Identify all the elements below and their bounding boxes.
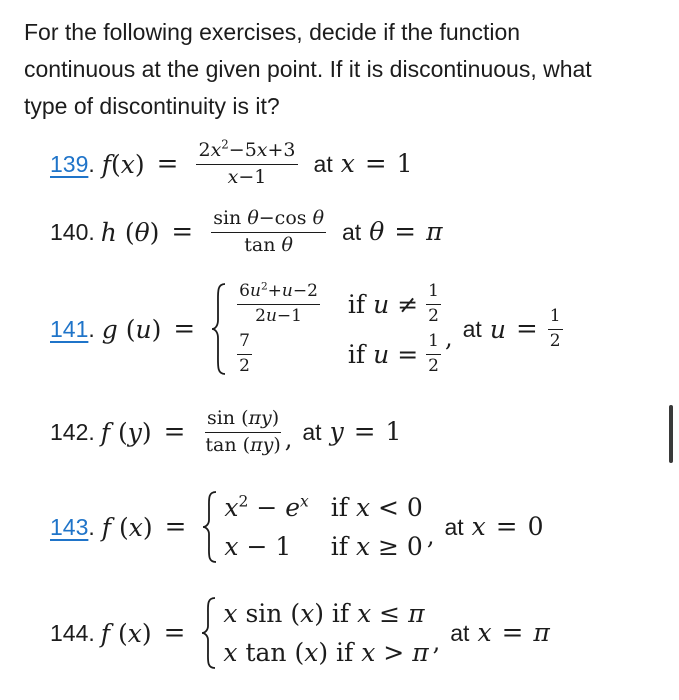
exercise-144: [50, 596, 550, 670]
at-label: at: [342, 218, 362, 245]
exercise-143: [50, 490, 543, 564]
equals-sign: =: [171, 217, 194, 248]
equals-sign: =: [173, 314, 196, 345]
exercise-141: [50, 282, 563, 376]
exercise-143-link[interactable]: 143: [50, 513, 89, 540]
piecewise-cases: $x^2 - e^x$ if x < 0 x − 1 if x ≥ 0: [224, 492, 423, 561]
period: .: [88, 315, 95, 342]
equals-sign: =: [156, 149, 179, 180]
exercise-140-number: 140.: [50, 218, 95, 245]
at-label: at: [462, 315, 482, 342]
comma: ,: [284, 425, 293, 454]
piecewise-cases: $\frac{6u^2+u-2}{2u-1}$ if u ≠ $\frac{1}{2}$ $\frac{7}{2}$ if u = $\frac{1}{2}$: [239, 280, 439, 376]
comma: ,: [426, 522, 435, 550]
point: θ = π: [369, 217, 443, 248]
equals-sign: =: [163, 417, 186, 448]
comma: ,: [445, 324, 453, 353]
at-label: at: [313, 150, 333, 177]
instructions-text: For the following exercises, decide if the function continuous at the given point. If it is discontinuous, what type of discontinuity is it?: [24, 19, 592, 119]
piecewise-cases: x sin (x) if x ≤ π x tan (x) if x > π: [223, 599, 429, 667]
at-label: at: [444, 513, 464, 540]
function-label: f (x): [100, 618, 152, 648]
point: x = 0: [471, 512, 544, 542]
function-label: f (y): [100, 417, 152, 447]
function-label: h (θ): [100, 217, 160, 247]
period: .: [88, 513, 95, 540]
exercise-142-number: 142.: [50, 418, 95, 445]
piecewise-brace: [202, 490, 218, 564]
period: .: [88, 150, 95, 177]
point: u = $\frac{1}{2}$: [489, 306, 561, 351]
piecewise-brace: [201, 596, 217, 670]
exercise-142: [50, 408, 401, 457]
equals-sign: =: [163, 618, 186, 648]
at-label: at: [450, 619, 470, 646]
function-label: g (u): [101, 314, 162, 344]
exercise-139: [50, 137, 413, 189]
function-label: f(x): [101, 149, 145, 179]
exercise-139-link[interactable]: 139: [50, 150, 89, 177]
comma: ,: [432, 628, 441, 656]
scrollbar-thumb[interactable]: [669, 405, 673, 463]
function-label: f (x): [101, 512, 153, 542]
point: y = 1: [329, 417, 402, 448]
equals-sign: =: [164, 512, 187, 542]
fraction: $\frac{\sin (\pi y)}{\tan (\pi y)}$: [205, 407, 281, 456]
point: x = π: [477, 618, 550, 648]
fraction: $\frac{\text{sin θ−cos θ}}{\text{tan θ}}$: [213, 207, 325, 256]
exercise-140: [50, 208, 443, 257]
piecewise-brace: [211, 282, 227, 376]
point: x = 1: [340, 149, 413, 180]
at-label: at: [302, 418, 322, 445]
exercise-144-number: 144.: [50, 619, 95, 646]
fraction: $\frac{2x^2-5x+3}{x-1}$: [198, 137, 296, 188]
exercise-141-link[interactable]: 141: [50, 315, 89, 342]
